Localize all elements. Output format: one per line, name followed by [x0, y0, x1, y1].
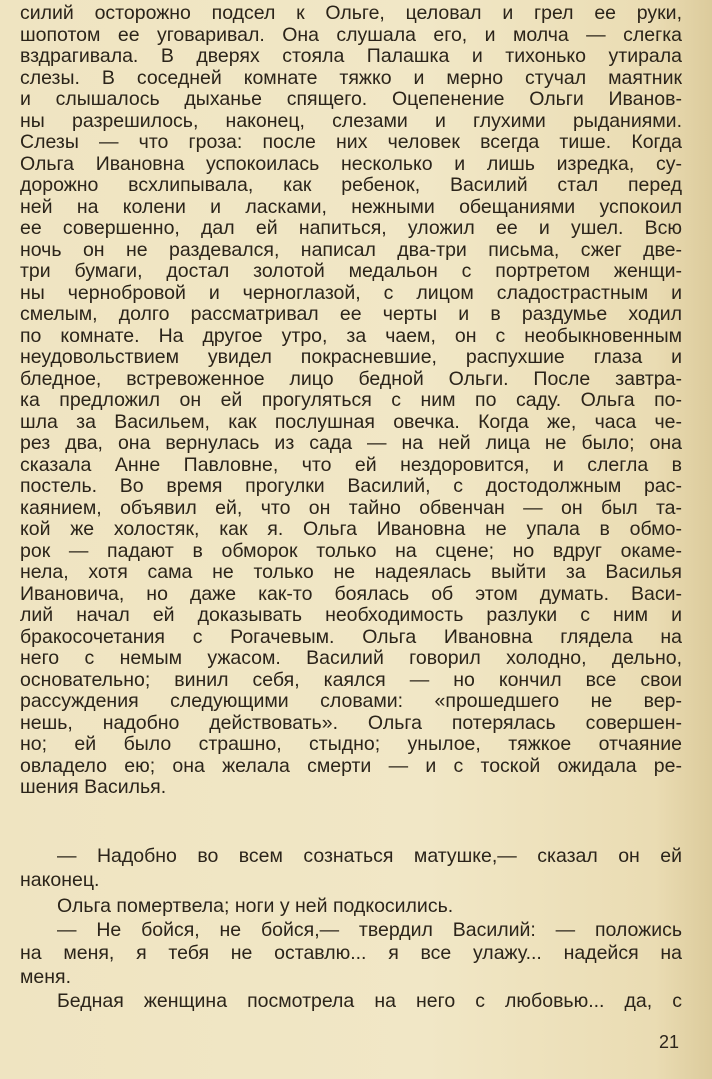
- text-line: него с немым ужасом. Василий говорил холодно, дельно,: [20, 647, 682, 669]
- text-line: по комнате. На другое утро, за чаем, он с необыкновенным: [20, 324, 682, 347]
- text-line: нешь, надобно действовать». Ольга потерялась совершен-: [20, 711, 682, 734]
- text-line: ее совершенно, дал ей напиться, уложил ее и ушел. Всю: [20, 217, 682, 239]
- text-line: шопотом ее уговаривал. Она слушала его, и молча — слегка: [20, 23, 682, 46]
- text-line: силий осторожно подсел к Ольге, целовал и грел ее руки,: [20, 2, 682, 24]
- text-line: слезы. В соседней комнате тяжко и мерно стучал маятник: [20, 66, 682, 89]
- text-line: на меня, я тебя не оставлю... я все улажу... надейся на: [20, 942, 682, 965]
- body-text-paragraph: [20, 3, 682, 799]
- text-line: наконец.: [20, 868, 100, 891]
- text-line: Слезы — что гроза: после них человек всегда тише. Когда: [20, 131, 682, 153]
- text-line: Ольга Ивановна успокоилась несколько и лишь изредка, су-: [20, 152, 682, 175]
- text-line: меня.: [20, 965, 71, 988]
- text-line: нела, хотя сама не только не надеялась выйти за Василья: [20, 561, 682, 583]
- text-line: Ивановича, но даже как-то боялась об этом думать. Васи-: [20, 582, 682, 605]
- text-line: вздрагивала. В дверях стояла Палашка и тихонько утирала: [20, 45, 682, 67]
- text-line: шла за Васильем, как послушная овечка. Когда же, часа че-: [20, 410, 682, 433]
- text-line: рок — падают в обморок только на сцене; но вдруг окаме-: [20, 539, 682, 562]
- text-line: сказала Анне Павловне, что ей нездоровится, и слегла в: [20, 453, 682, 476]
- text-line: — Надобно во всем сознаться матушке,— сказал он ей: [57, 845, 682, 867]
- text-line: кой же холостяк, как я. Ольга Ивановна не упала в обмо-: [20, 518, 682, 540]
- text-line: неудовольствием увидел покрасневшие, распухшие глаза и: [20, 346, 682, 368]
- text-line: рез два, она вернулась из сада — на ней лица не было; она: [20, 432, 682, 454]
- text-line: шения Василья.: [20, 776, 167, 798]
- page-number: 21: [658, 1032, 679, 1052]
- text-line: ны разрешилось, наконец, слезами и глухими рыданиями.: [20, 109, 682, 132]
- text-line: дорожно всхлипывала, как ребенок, Василий стал перед: [20, 174, 682, 196]
- text-line: основательно; винил себя, каялся — но кончил все свои: [20, 668, 682, 691]
- dialogue-text: [20, 845, 682, 1013]
- text-line: но; ей было страшно, стыдно; унылое, тяжкое отчаяние: [20, 733, 682, 755]
- text-line: бледное, встревоженное лицо бедной Ольги. После завтра-: [20, 367, 682, 390]
- text-line: ночь он не раздевался, написал два-три письма, сжег две-: [20, 238, 682, 261]
- text-line: бракосочетания с Рогачевым. Ольга Ивановна глядела на: [20, 625, 682, 648]
- text-line: каянием, объявил ей, что он тайно обвенчан — он был та-: [20, 496, 682, 519]
- text-line: ка предложил он ей прогуляться с ним по саду. Ольга по-: [20, 389, 682, 411]
- text-line: Ольга помертвела; ноги у ней подкосились.: [57, 895, 454, 918]
- text-line: рассуждения следующими словами: «прошедшего не вер-: [20, 690, 682, 712]
- text-line: смелым, долго рассматривал ее черты и в раздумье ходил: [20, 303, 682, 325]
- text-line: постель. Во время прогулки Василий, с достодолжным рас-: [20, 475, 682, 497]
- text-line: ней на колени и ласками, нежными обещаниями успокоил: [20, 195, 682, 218]
- text-line: Бедная женщина посмотрела на него с любовью... да, с: [57, 989, 682, 1012]
- text-line: и слышалось дыханье спящего. Оцепенение Ольги Иванов-: [20, 88, 682, 110]
- text-line: овладело ею; она желала смерти — и с тоской ожидала ре-: [20, 754, 682, 777]
- text-line: ны чернобровой и черноглазой, с лицом сладострастным и: [20, 281, 682, 304]
- text-line: лий начал ей доказывать необходимость разлуки с ним и: [20, 604, 682, 626]
- text-line: три бумаги, достал золотой медальон с портретом женщи-: [20, 260, 682, 282]
- text-line: — Не бойся, не бойся,— твердил Василий: — положись: [57, 918, 682, 941]
